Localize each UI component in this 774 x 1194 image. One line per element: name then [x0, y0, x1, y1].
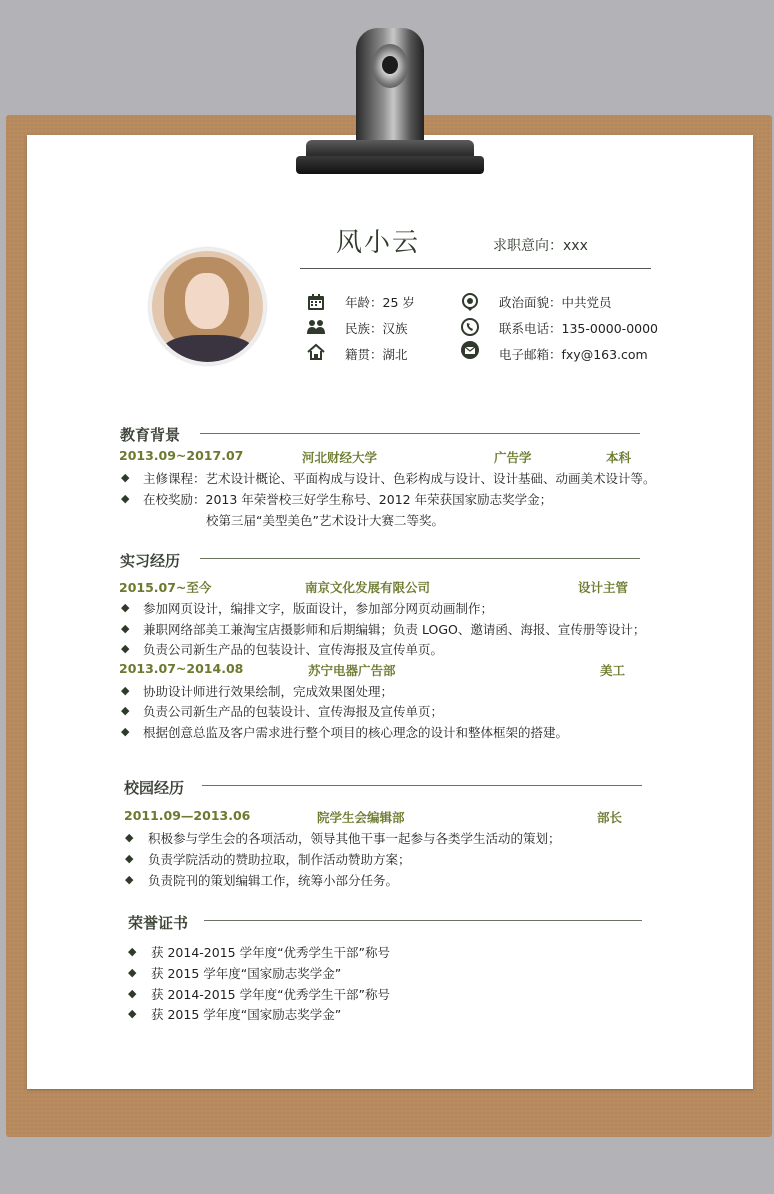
bullet-diamond-icon: ◆: [121, 704, 130, 717]
campus-item: 负责学院活动的赞助拉取，制作活动赞助方案；: [148, 852, 411, 867]
education-degree: 本科: [606, 450, 632, 465]
education-item-extra: 校第三届“美型美色”艺术设计大赛二等奖。: [206, 513, 444, 528]
section-title-internship: 实习经历: [120, 552, 181, 570]
avatar-body: [162, 335, 254, 365]
bullet-diamond-icon: ◆: [121, 642, 130, 655]
campus-role: 部长: [597, 810, 623, 825]
campus-org: 院学生会编辑部: [317, 810, 405, 825]
bullet-diamond-icon: ◆: [128, 987, 137, 1000]
job-period: 2015.07~至今: [119, 580, 212, 595]
section-divider-honors: [204, 920, 642, 921]
campus-period: 2011.09—2013.06: [124, 808, 251, 823]
bullet-diamond-icon: ◆: [121, 601, 130, 614]
header-divider: [300, 268, 651, 269]
avatar-face: [185, 273, 229, 329]
section-title-campus: 校园经历: [124, 779, 185, 797]
bullet-diamond-icon: ◆: [128, 1007, 137, 1020]
info-age: 年龄：25 岁: [345, 295, 415, 310]
education-major: 广告学: [494, 450, 532, 465]
section-divider-campus: [202, 785, 642, 786]
campus-item: 积极参与学生会的各项活动，领导其他干事一起参与各类学生活动的策划；: [148, 831, 561, 846]
avatar: [149, 248, 266, 365]
section-title-honors: 荣誉证书: [128, 914, 189, 932]
education-period: 2013.09~2017.07: [119, 448, 244, 463]
binder-clip-hole: [382, 56, 398, 74]
education-item: 主修课程：艺术设计概论、平面构成与设计、色彩构成与设计、设计基础、动画美术设计等。: [143, 471, 656, 486]
bullet-diamond-icon: ◆: [125, 831, 134, 844]
honor-item: 获 2014-2015 学年度“优秀学生干部”称号: [151, 945, 391, 960]
bullet-diamond-icon: ◆: [125, 873, 134, 886]
job-role: 美工: [600, 663, 626, 678]
job-company: 南京文化发展有限公司: [305, 580, 431, 595]
binder-clip-base-bottom: [296, 156, 484, 174]
job-intent: 求职意向：xxx: [493, 238, 588, 254]
bullet-diamond-icon: ◆: [121, 471, 130, 484]
job-company: 苏宁电器广告部: [308, 663, 396, 678]
people-icon: [306, 317, 326, 337]
section-divider-education: [200, 433, 640, 434]
info-politics: 政治面貌：中共党员: [499, 295, 612, 310]
candidate-name: 风小云: [336, 228, 421, 258]
job-item: 兼职网络部美工兼淘宝店摄影师和后期编辑；负责 LOGO、邀请函、海报、宣传册等设计；: [143, 622, 646, 637]
calendar-icon: [306, 292, 326, 312]
bullet-diamond-icon: ◆: [121, 622, 130, 635]
bullet-diamond-icon: ◆: [128, 945, 137, 958]
job-item: 根据创意总监及客户需求进行整个项目的核心理念的设计和整体框架的搭建。: [143, 725, 569, 740]
job-item: 协助设计师进行效果绘制，完成效果图处理；: [143, 684, 394, 699]
info-phone: 联系电话：135-0000-0000: [499, 321, 659, 336]
info-hometown: 籍贯：湖北: [345, 347, 408, 362]
home-icon: [306, 342, 326, 362]
info-ethnicity: 民族：汉族: [345, 321, 408, 336]
bullet-diamond-icon: ◆: [128, 966, 137, 979]
mail-icon: [460, 340, 480, 360]
bullet-diamond-icon: ◆: [121, 492, 130, 505]
honor-item: 获 2015 学年度“国家励志奖学金”: [151, 966, 342, 981]
education-item: 在校奖励：2013 年荣誉校三好学生称号、2012 年荣获国家励志奖学金；: [143, 492, 553, 507]
section-divider-internship: [200, 558, 640, 559]
bullet-diamond-icon: ◆: [121, 725, 130, 738]
section-title-education: 教育背景: [120, 426, 181, 444]
phone-icon: [460, 317, 480, 337]
bullet-diamond-icon: ◆: [121, 684, 130, 697]
campus-item: 负责院刊的策划编辑工作，统筹小部分任务。: [148, 873, 399, 888]
honor-item: 获 2014-2015 学年度“优秀学生干部”称号: [151, 987, 391, 1002]
honor-item: 获 2015 学年度“国家励志奖学金”: [151, 1007, 342, 1022]
job-item: 负责公司新生产品的包装设计、宣传海报及宣传单页；: [143, 704, 444, 719]
info-email: 电子邮箱：fxy@163.com: [499, 347, 648, 362]
job-role: 设计主管: [578, 580, 629, 595]
education-school: 河北财经大学: [302, 450, 378, 465]
location-pin-icon: [460, 292, 480, 312]
bullet-diamond-icon: ◆: [125, 852, 134, 865]
job-item: 负责公司新生产品的包装设计、宣传海报及宣传单页。: [143, 642, 444, 657]
job-item: 参加网页设计，编排文字，版面设计，参加部分网页动画制作；: [143, 601, 494, 616]
job-period: 2013.07~2014.08: [119, 661, 244, 676]
